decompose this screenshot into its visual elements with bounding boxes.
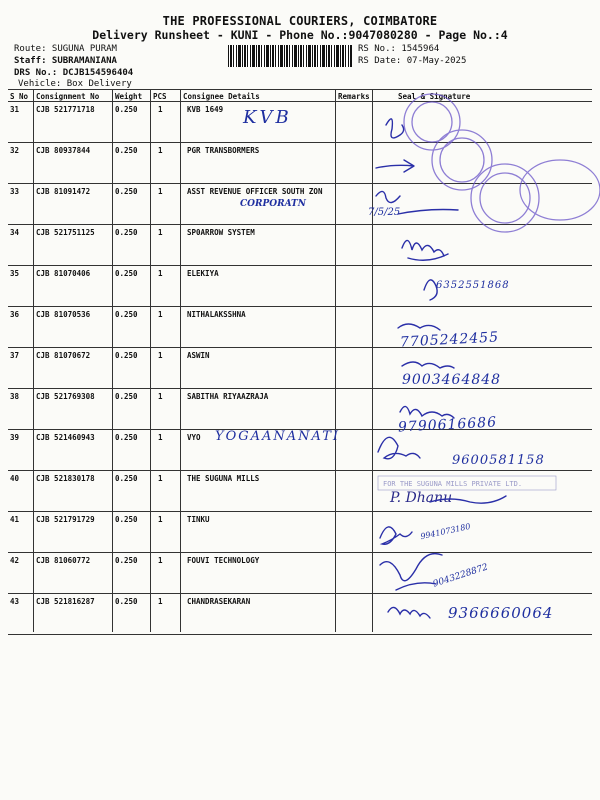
- barcode: [228, 45, 352, 67]
- row-divider: [8, 224, 592, 225]
- row-37-pcs: 1: [158, 351, 163, 360]
- row-32-consignment: CJB 80937844: [36, 146, 91, 155]
- runsheet-subtitle: Delivery Runsheet - KUNI - Phone No.:9047080280 - Page No.:4: [92, 28, 508, 42]
- stamp-circle-2: [432, 130, 492, 190]
- handwritten-date: 7/5/25: [368, 207, 401, 218]
- row-36-consignment: CJB 81070536: [36, 310, 91, 319]
- rs-date: RS Date: 07-May-2025: [358, 56, 467, 66]
- row-divider: [8, 511, 592, 512]
- row-32-sno: 32: [10, 146, 20, 155]
- suguna-mills-stamp: [378, 476, 556, 490]
- row-divider: [8, 347, 592, 348]
- row-40-pcs: 1: [158, 474, 163, 483]
- row-36-weight: 0.250: [115, 310, 138, 319]
- row-37-consignment: CJB 81070672: [36, 351, 91, 360]
- row-41-pcs: 1: [158, 515, 163, 524]
- row-33-consignee: ASST REVENUE OFFICER SOUTH ZON: [187, 187, 323, 196]
- row-divider: [8, 470, 592, 471]
- row-34-consignee: SP0ARROW SYSTEM: [187, 228, 255, 237]
- row-43-consignee: CHANDRASEKARAN: [187, 597, 251, 606]
- drs-number: DRS No.: DCJB154596404: [14, 68, 134, 78]
- row-divider: [8, 552, 592, 553]
- row-38-consignee: SABITHA RIYAAZRAJA: [187, 392, 269, 401]
- signature-37: [402, 362, 454, 368]
- row-33-weight: 0.250: [115, 187, 138, 196]
- row-39-pcs: 1: [158, 433, 163, 442]
- row-divider: [8, 306, 592, 307]
- row-35-sno: 35: [10, 269, 20, 278]
- rs-number: RS No.: 1545964: [358, 44, 440, 54]
- handwritten-signature-40: P. Dhanu: [390, 490, 453, 506]
- row-40-sno: 40: [10, 474, 20, 483]
- row-41-weight: 0.250: [115, 515, 138, 524]
- col-sno: S No: [10, 92, 29, 101]
- table-top-rule: [8, 89, 592, 90]
- signature-32: [376, 160, 414, 172]
- vehicle-label: Vehicle: Box Delivery: [18, 79, 132, 89]
- row-37-consignee: ASWIN: [187, 351, 210, 360]
- col-consignment: Consignment No: [36, 92, 100, 101]
- row-34-consignment: CJB 521751125: [36, 228, 95, 237]
- col-remarks: Remarks: [338, 92, 370, 101]
- handwritten-corporation: CORPORATN: [240, 199, 306, 209]
- row-divider: [8, 265, 592, 266]
- handwritten-phone-38: 9790616686: [397, 414, 498, 436]
- suguna-mills-stamp-text: FOR THE SUGUNA MILLS PRIVATE LTD.: [383, 480, 523, 488]
- row-31-consignment: CJB 521771718: [36, 105, 95, 114]
- col-consignee: Consignee Details: [183, 92, 260, 101]
- handwritten-phone-42: 9043228872: [431, 562, 490, 590]
- signature-39: [378, 437, 420, 458]
- row-42-sno: 42: [10, 556, 20, 565]
- row-divider: [8, 183, 592, 184]
- row-40-weight: 0.250: [115, 474, 138, 483]
- row-31-sno: 31: [10, 105, 20, 114]
- row-38-weight: 0.250: [115, 392, 138, 401]
- row-42-consignee: FOUVI TECHNOLOGY: [187, 556, 260, 565]
- row-43-weight: 0.250: [115, 597, 138, 606]
- col-seal-signature: Seal & Signature: [398, 92, 471, 101]
- row-divider: [8, 634, 592, 635]
- row-35-pcs: 1: [158, 269, 163, 278]
- company-title: THE PROFESSIONAL COURIERS, COIMBATORE: [162, 14, 438, 28]
- signature-43: [388, 607, 430, 618]
- row-39-consignee: VYO: [187, 433, 201, 442]
- handwritten-phone-41: 9941073180: [419, 521, 472, 542]
- stamp-circle-3: [471, 164, 539, 232]
- table-header-rule: [8, 101, 592, 102]
- handwritten-kvb: KVB: [243, 107, 292, 128]
- row-divider: [8, 388, 592, 389]
- row-42-pcs: 1: [158, 556, 163, 565]
- route-label: Route: SUGUNA PURAM: [14, 44, 117, 54]
- row-33-sno: 33: [10, 187, 20, 196]
- row-35-consignee: ELEKIYA: [187, 269, 219, 278]
- handwritten-phone-36: 7705242455: [399, 329, 500, 351]
- row-34-weight: 0.250: [115, 228, 138, 237]
- handwritten-yogaananati: YOGAANANATI: [215, 429, 341, 444]
- signature-36: [398, 324, 440, 330]
- row-41-sno: 41: [10, 515, 20, 524]
- signature-31: [386, 119, 404, 138]
- handwritten-phone-37: 9003464848: [402, 372, 502, 388]
- row-37-weight: 0.250: [115, 351, 138, 360]
- row-42-weight: 0.250: [115, 556, 138, 565]
- row-31-weight: 0.250: [115, 105, 138, 114]
- row-31-consignee: KVB 1649: [187, 105, 224, 114]
- row-39-consignment: CJB 521460943: [36, 433, 95, 442]
- row-33-pcs: 1: [158, 187, 163, 196]
- row-43-consignment: CJB 521816287: [36, 597, 95, 606]
- row-35-weight: 0.250: [115, 269, 138, 278]
- row-39-weight: 0.250: [115, 433, 138, 442]
- row-41-consignee: TINKU: [187, 515, 210, 524]
- row-32-weight: 0.250: [115, 146, 138, 155]
- signature-34: [402, 240, 448, 260]
- row-31-pcs: 1: [158, 105, 163, 114]
- row-42-consignment: CJB 81060772: [36, 556, 91, 565]
- staff-label: Staff: SUBRAMANIANA: [14, 56, 117, 66]
- row-43-pcs: 1: [158, 597, 163, 606]
- row-34-pcs: 1: [158, 228, 163, 237]
- row-38-consignment: CJB 521769308: [36, 392, 95, 401]
- row-40-consignee: THE SUGUNA MILLS: [187, 474, 260, 483]
- row-32-pcs: 1: [158, 146, 163, 155]
- row-43-sno: 43: [10, 597, 20, 606]
- row-36-pcs: 1: [158, 310, 163, 319]
- row-38-sno: 38: [10, 392, 20, 401]
- row-32-consignee: PGR TRANSBORMERS: [187, 146, 260, 155]
- row-41-consignment: CJB 521791729: [36, 515, 95, 524]
- stamp-oval: [520, 160, 600, 220]
- row-36-sno: 36: [10, 310, 20, 319]
- row-34-sno: 34: [10, 228, 20, 237]
- handwritten-phone-39: 9600581158: [452, 453, 545, 468]
- col-weight: Weight: [115, 92, 143, 101]
- row-35-consignment: CJB 81070406: [36, 269, 91, 278]
- row-39-sno: 39: [10, 433, 20, 442]
- row-divider: [8, 142, 592, 143]
- row-37-sno: 37: [10, 351, 20, 360]
- handwritten-phone-43: 9366660064: [448, 604, 554, 622]
- row-38-pcs: 1: [158, 392, 163, 401]
- signature-41: [380, 527, 412, 544]
- row-divider: [8, 593, 592, 594]
- handwritten-phone-35: 6352551868: [436, 280, 510, 291]
- row-36-consignee: NITHALAKSSHNA: [187, 310, 246, 319]
- row-40-consignment: CJB 521830178: [36, 474, 95, 483]
- row-33-consignment: CJB 81091472: [36, 187, 91, 196]
- col-pcs: PCS: [153, 92, 167, 101]
